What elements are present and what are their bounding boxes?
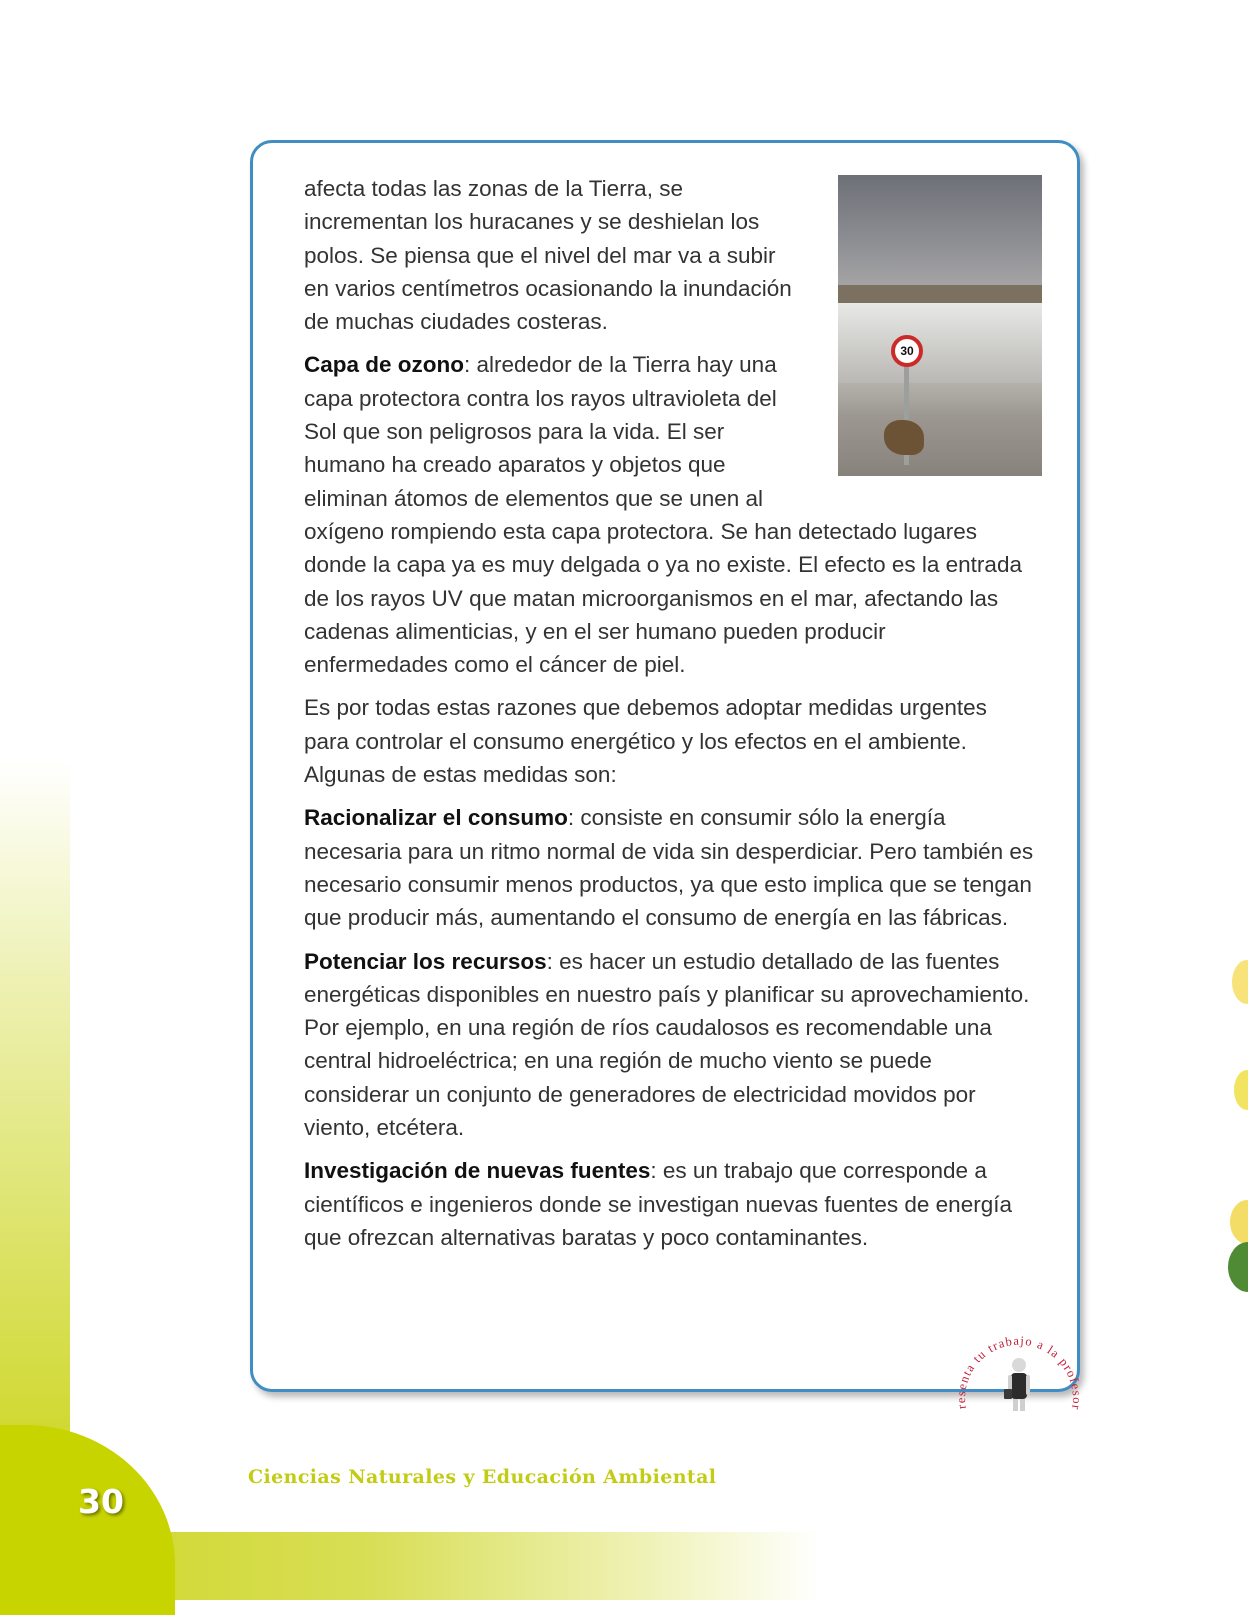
paragraph-potenciar (304, 945, 1034, 1145)
term-potenciar: Potenciar los recursos (304, 948, 547, 974)
teacher-figure-icon (1004, 1358, 1030, 1411)
term-investigacion: Investigación de nuevas fuentes (304, 1158, 651, 1184)
paragraph-racionalizar (304, 801, 1034, 934)
text-potenciar: : es hacer un estudio detallado de las fuentes energéticas disponibles en nuestro país y planificar su aprovechamiento. Por ejemplo, en una región de ríos caudalosos es recomendable una central hidroeléctrica; en una región de mucho viento se puede considerar un conjunto de generadores de electricidad movidos por viento, etcétera. (304, 948, 1030, 1141)
article-body (304, 172, 1034, 1264)
paragraph-measures-intro: Es por todas estas razones que debemos adoptar medidas urgentes para controlar el consumo energético y los efectos en el ambiente. Algunas de estas medidas son: (304, 695, 987, 788)
text-investigacion: : es un trabajo que corresponde a científicos e ingenieros donde se investigan nuevas fuentes de energía que ofrezcan alternativas baratas y poco contaminantes. (304, 1158, 1012, 1250)
book-title: Ciencias Naturales y Educación Ambiental (248, 1466, 717, 1488)
speed-sign: 30 (891, 335, 923, 367)
page-number: 30 (78, 1482, 124, 1521)
paragraph-investigacion (304, 1154, 1034, 1254)
text-racionalizar: : consiste en consumir sólo la energía necesaria para un ritmo normal de vida sin desperdiciar. Pero también es necesario consumir menos productos, ya que esto implica que se tengan que producir más, aumentando el consumo de energía en las fábricas. (304, 805, 1034, 931)
left-decorative-gradient (0, 760, 70, 1480)
paragraph-climate: afecta todas las zonas de la Tierra, se incrementan los huracanes y se deshielan los polos. Se piensa que el nivel del mar va a subir en varios centímetros ocasionando la inundación de muchas ciudades costeras. (304, 176, 792, 335)
stamp-text: resenta tu trabajo a la profesor (953, 1333, 1085, 1412)
flood-photo (838, 175, 1042, 476)
text-ozone: : alrededor de la Tierra hay una capa protectora contra los rayos ultravioleta del Sol que son peligrosos para la vida. El ser humano ha creado aparatos y objetos que eliminan átomos de elementos que se unen al oxígeno rompiendo esta capa protectora. Se han detectado lugares donde la capa ya es muy delgada o ya no existe. El efecto es la entrada de los rayos UV que matan microorganismos en el mar, afectando las cadenas alimenticias, y en el ser humano pueden producir enfermedades como el cáncer de piel. (304, 352, 1022, 678)
right-edge-decoration (1228, 960, 1248, 1300)
present-work-stamp (952, 1325, 1086, 1459)
term-ozone: Capa de ozono (304, 352, 465, 378)
term-racionalizar: Racionalizar el consumo (304, 805, 568, 831)
